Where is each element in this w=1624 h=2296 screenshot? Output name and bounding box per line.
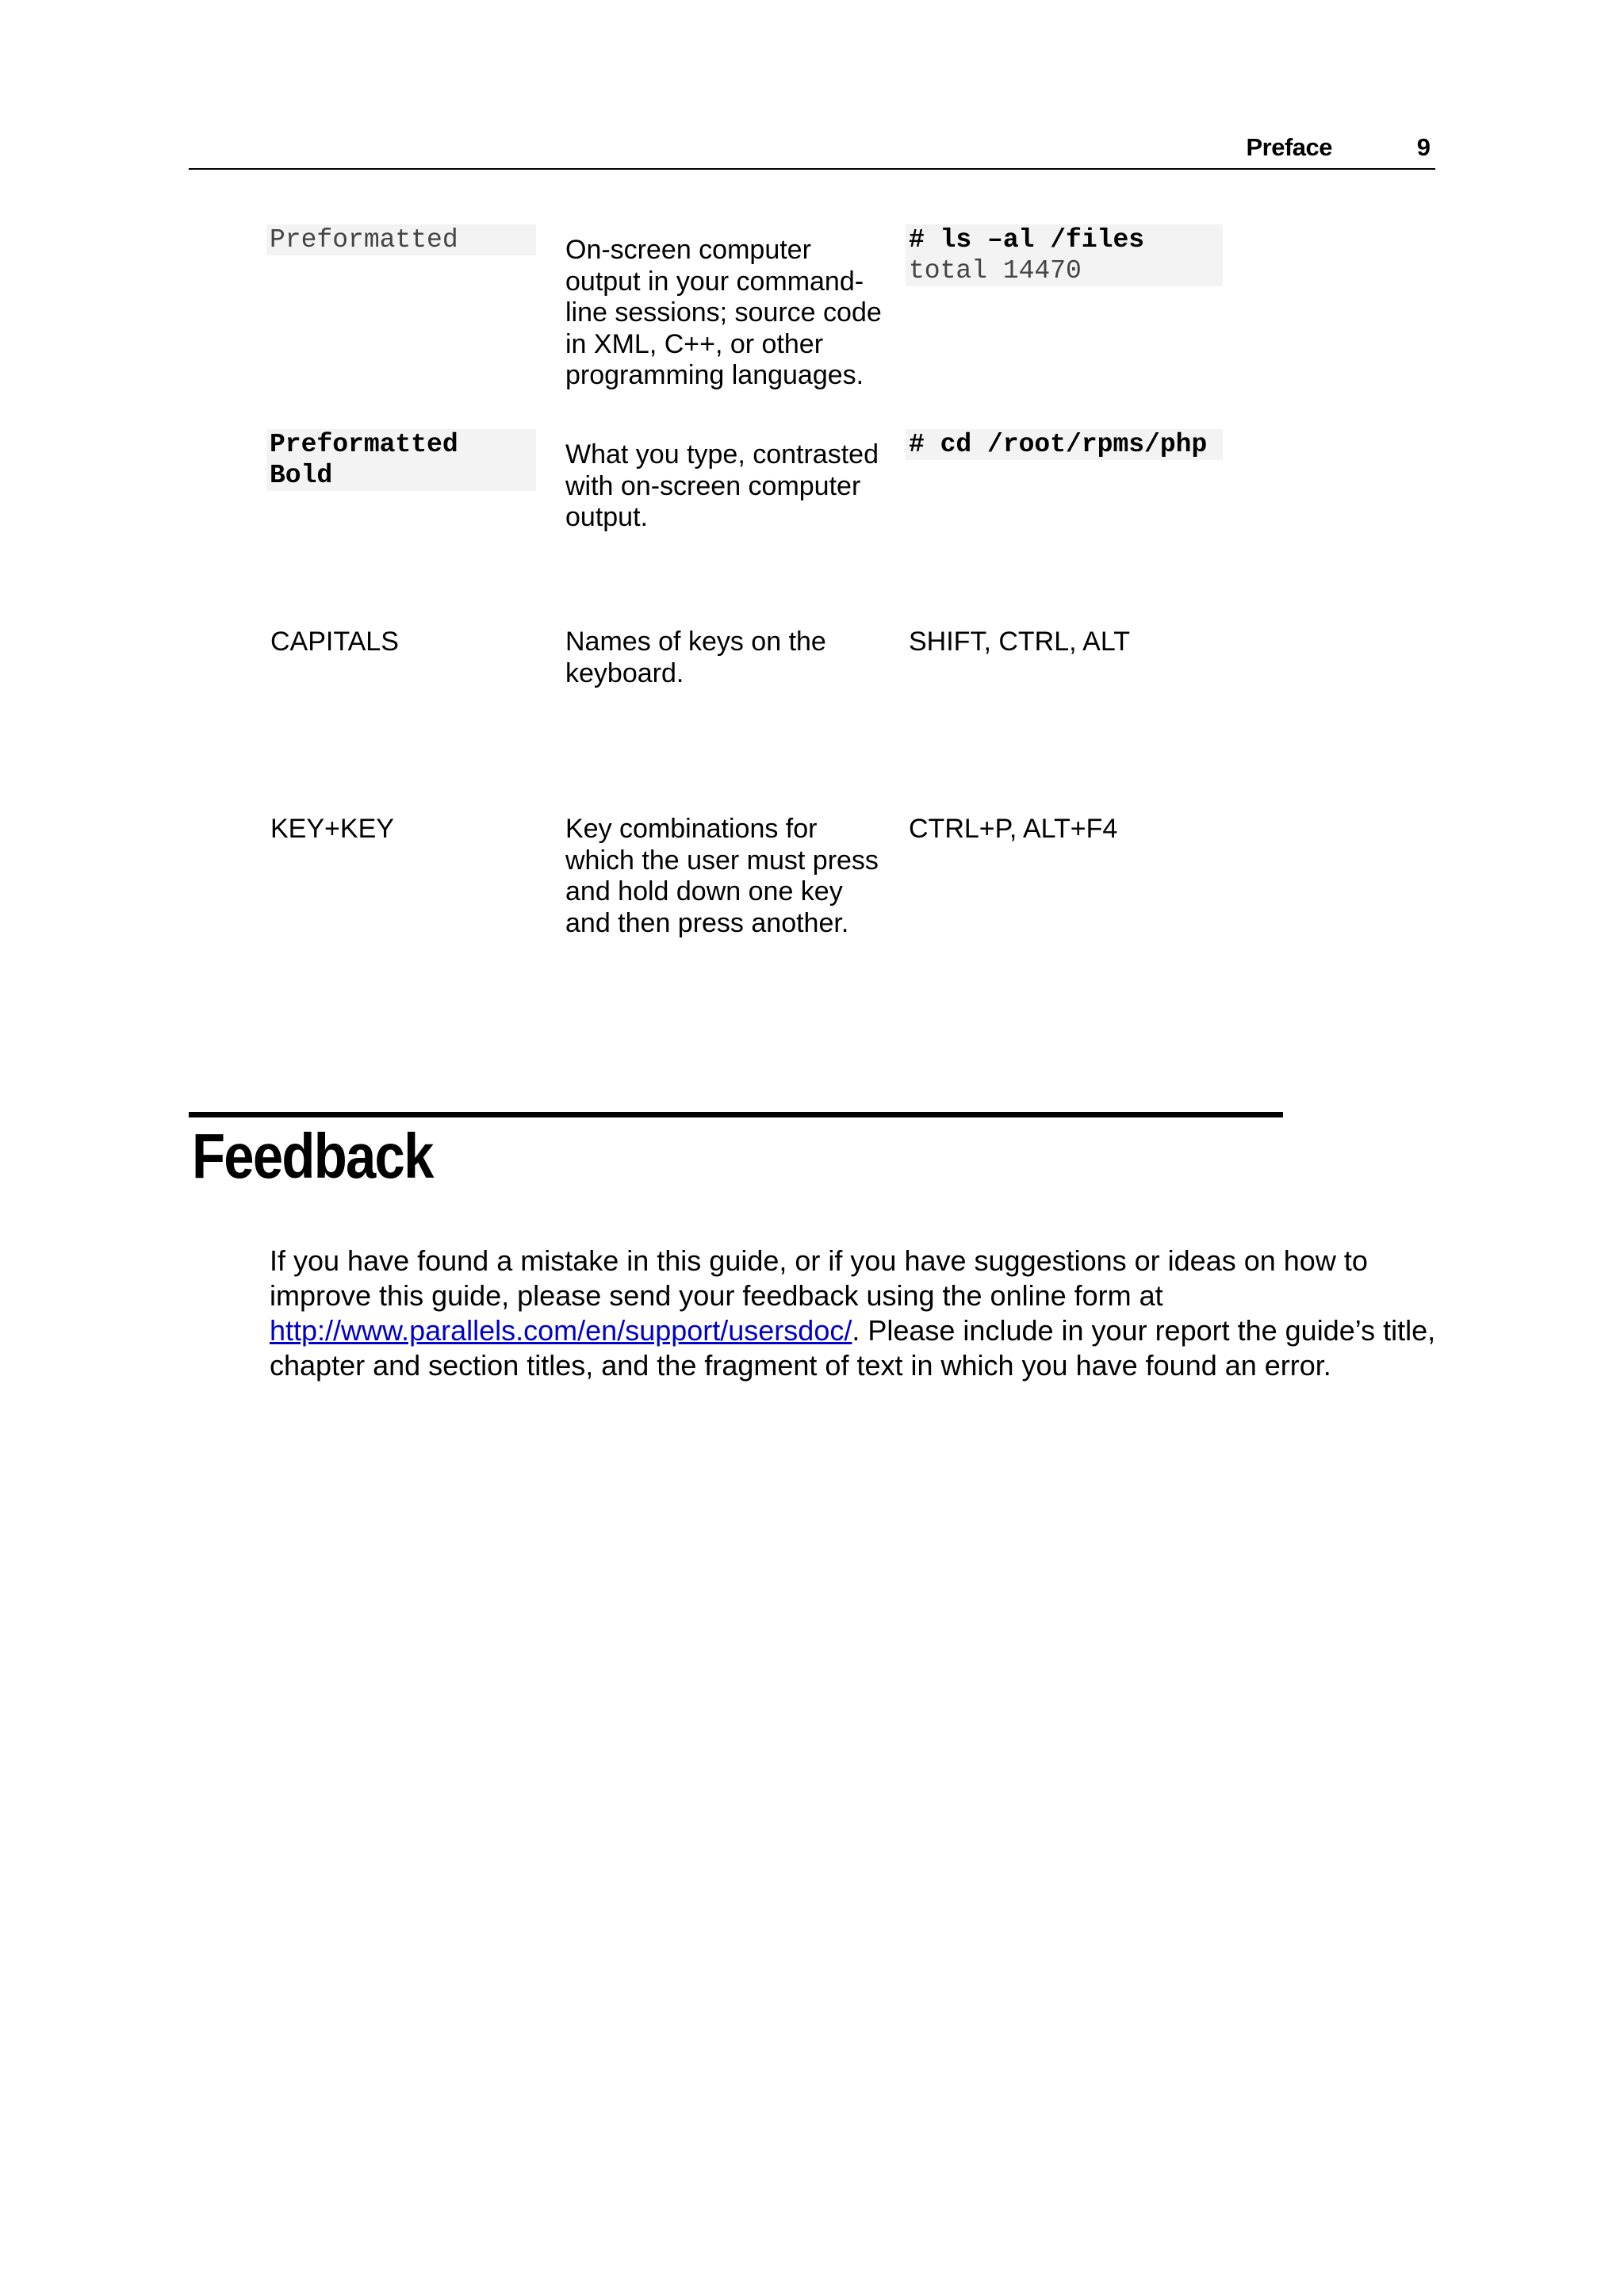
page-number: 9 [1416, 133, 1431, 161]
feedback-text: . Please include in your report the guide’s title, chapter and section titles, and the fragment of text in which you have found an error. [270, 1314, 1436, 1382]
section-title: Feedback [192, 1121, 433, 1191]
feedback-text: If you have found a mistake in this guide, or if you have suggestions or ideas on how to improve this guide, please send your feedback using the online form at [270, 1244, 1368, 1312]
convention-text: Preformatted [266, 429, 536, 460]
table-row-example [906, 224, 1223, 286]
table-row-convention [266, 429, 536, 491]
table-row-example [906, 429, 1223, 460]
section-divider [189, 1112, 1283, 1117]
header-title: Preface [1246, 133, 1332, 161]
table-row-example: SHIFT, CTRL, ALT [909, 627, 1130, 657]
feedback-paragraph [270, 1244, 1443, 1383]
example-line: # cd /root/rpms/php [906, 429, 1223, 460]
table-row-meaning: Key combinations for which the user must press and hold down one key and then press another. [565, 814, 879, 938]
convention-text: Bold [266, 460, 536, 491]
table-row-example: CTRL+P, ALT+F4 [909, 814, 1118, 844]
convention-text: Preformatted [266, 224, 536, 255]
table-row-convention: CAPITALS [270, 627, 399, 657]
table-row-convention: KEY+KEY [270, 814, 394, 844]
feedback-link[interactable]: http://www.parallels.com/en/support/usersdoc/ [270, 1314, 852, 1347]
example-line: # ls –al /files [906, 224, 1223, 255]
table-row-convention [266, 224, 536, 255]
table-row-meaning: On-screen computer output in your command-line sessions; source code in XML, C++, or other programming languages. [565, 235, 882, 390]
page-header [189, 133, 1435, 170]
table-row-meaning: Names of keys on the keyboard. [565, 627, 826, 688]
example-line: total 14470 [906, 255, 1223, 286]
table-row-meaning: What you type, contrasted with on-screen computer output. [565, 439, 879, 532]
